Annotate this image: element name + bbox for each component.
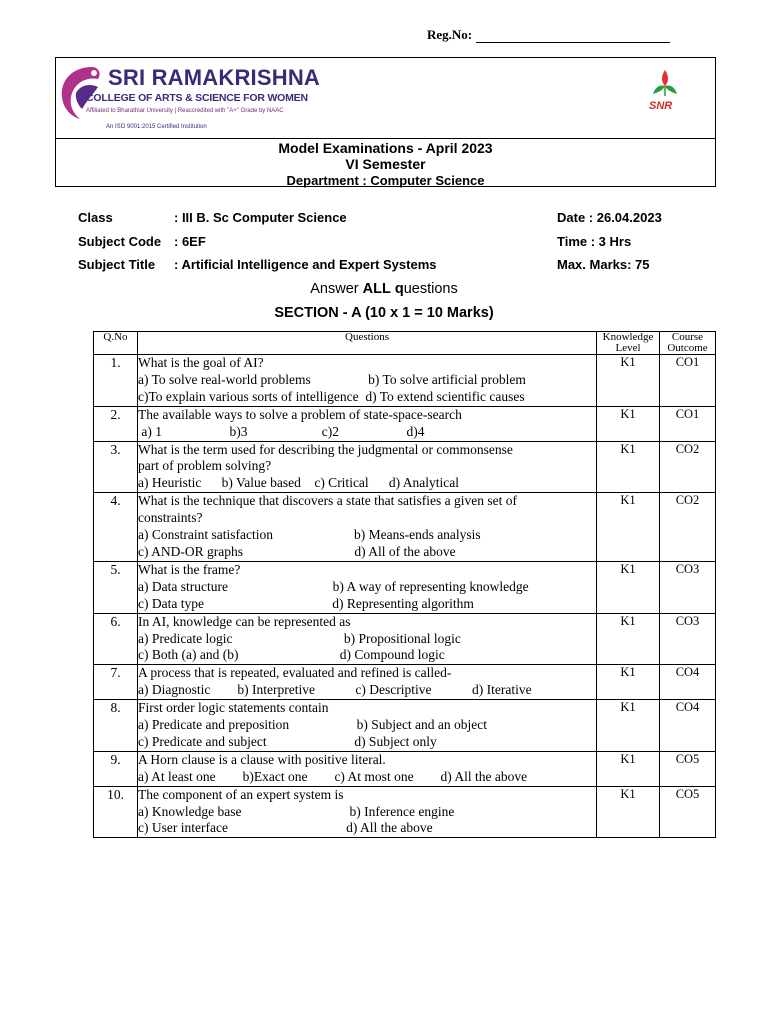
- header-knowledge-level: [597, 332, 660, 355]
- table-row: [94, 441, 716, 493]
- header-qno: Q.No: [94, 332, 138, 355]
- question-stem: The available ways to solve a problem of state-space-search: [138, 406, 462, 422]
- question-stem: What is the technique that discovers a state that satisfies a given set of: [138, 493, 518, 509]
- question-stem: What is the goal of AI?: [138, 355, 264, 370]
- question-line: c)To explain various sorts of intelligence d) To extend scientific causes: [138, 388, 525, 404]
- instructions-bold: ALL: [362, 281, 391, 297]
- table-row: [94, 786, 716, 838]
- knowledge-level: K1: [597, 441, 660, 493]
- question-number: 3.: [94, 441, 138, 493]
- instructions-suffix: uestions: [403, 281, 458, 297]
- question-text: [138, 561, 597, 613]
- question-stem: What is the frame?: [138, 561, 241, 577]
- reg-no-blank-line: [476, 31, 670, 43]
- question-number: 9.: [94, 751, 138, 786]
- table-row: [94, 751, 716, 786]
- course-outcome: CO5: [660, 786, 716, 838]
- course-outcome: CO5: [660, 751, 716, 786]
- subject-code-value: : 6EF: [174, 234, 206, 249]
- course-outcome: CO4: [660, 665, 716, 700]
- knowledge-level: K1: [597, 613, 660, 665]
- question-line: a) Heuristic b) Value based c) Critical d) Analytical: [138, 475, 460, 491]
- question-number: 6.: [94, 613, 138, 665]
- course-outcome: CO3: [660, 561, 716, 613]
- question-number: 1.: [94, 355, 138, 407]
- question-number: 5.: [94, 561, 138, 613]
- question-number: 10.: [94, 786, 138, 838]
- college-header: [55, 57, 716, 187]
- table-row: [94, 700, 716, 752]
- question-text: [138, 493, 597, 562]
- question-number: 8.: [94, 700, 138, 752]
- question-line: constraints?: [138, 510, 203, 526]
- question-stem: A Horn clause is a clause with positive literal.: [138, 751, 386, 767]
- course-outcome: CO1: [660, 406, 716, 441]
- question-line: a) To solve real-world problems b) To solve artificial problem: [138, 371, 526, 387]
- question-text: [138, 355, 597, 407]
- knowledge-level: K1: [597, 561, 660, 613]
- question-line: c) Predicate and subject d) Subject only: [138, 733, 437, 749]
- course-outcome: CO3: [660, 613, 716, 665]
- instructions-prefix: Answer: [310, 281, 363, 297]
- subject-title-value: : Artificial Intelligence and Expert Systems: [174, 257, 437, 272]
- question-line: a) Knowledge base b) Inference engine: [138, 803, 455, 819]
- question-line: a) Diagnostic b) Interpretive c) Descriptive d) Iterative: [138, 682, 532, 698]
- college-name: SRI RAMAKRISHNA: [108, 65, 320, 90]
- class-value: : III B. Sc Computer Science: [174, 210, 347, 225]
- question-number: 2.: [94, 406, 138, 441]
- question-line: a) Data structure b) A way of representing knowledge: [138, 578, 529, 594]
- table-row: [94, 613, 716, 665]
- question-line: a) 1 b)3 c)2 d)4: [138, 423, 425, 439]
- exam-semester: VI Semester: [345, 156, 426, 172]
- question-text: [138, 441, 597, 493]
- question-line: a) Predicate logic b) Propositional logic: [138, 630, 461, 646]
- question-text: [138, 751, 597, 786]
- header-knowledge-level-line1: Knowledge: [602, 331, 654, 343]
- question-text: [138, 665, 597, 700]
- instructions-bold-q: q: [394, 281, 404, 297]
- question-stem: A process that is repeated, evaluated and refined is called-: [138, 665, 452, 681]
- max-marks: Max. Marks: 75: [557, 257, 650, 272]
- question-number: 4.: [94, 493, 138, 562]
- class-label: Class: [78, 210, 113, 225]
- question-line: a) Constraint satisfaction b) Means-ends analysis: [138, 527, 481, 543]
- reg-no: [427, 27, 670, 43]
- college-logo: [58, 61, 328, 135]
- question-stem: The component of an expert system is: [138, 786, 344, 802]
- header-divider: [56, 138, 715, 139]
- question-line: c) Both (a) and (b) d) Compound logic: [138, 647, 445, 663]
- knowledge-level: K1: [597, 493, 660, 562]
- header-course-outcome: [660, 332, 716, 355]
- questions-body: [94, 355, 716, 838]
- table-row: [94, 355, 716, 407]
- instructions: [0, 281, 768, 297]
- knowledge-level: K1: [597, 665, 660, 700]
- table-row: [94, 665, 716, 700]
- question-text: [138, 406, 597, 441]
- header-course-outcome-line1: Course: [671, 331, 704, 343]
- section-title: SECTION - A (10 x 1 = 10 Marks): [274, 305, 494, 321]
- question-stem: What is the term used for describing the judgmental or commonsense: [138, 441, 513, 457]
- exam-date: Date : 26.04.2023: [557, 210, 662, 225]
- header-questions: Questions: [138, 332, 597, 355]
- exam-title: Model Examinations - April 2023: [278, 140, 493, 156]
- question-text: [138, 786, 597, 838]
- header-top: [56, 58, 715, 138]
- course-outcome: CO2: [660, 493, 716, 562]
- question-number: 7.: [94, 665, 138, 700]
- question-line: c) User interface d) All the above: [138, 820, 433, 836]
- exam-department: Department : Computer Science: [286, 173, 485, 188]
- header-knowledge-level-line2: Level: [615, 342, 641, 354]
- exam-time: Time : 3 Hrs: [557, 234, 632, 249]
- knowledge-level: K1: [597, 700, 660, 752]
- college-affiliation: Affiliated to Bharathiar University | Reaccredited with "A+" Grade by NAAC: [86, 108, 284, 114]
- question-line: c) Data type d) Representing algorithm: [138, 595, 474, 611]
- knowledge-level: K1: [597, 355, 660, 407]
- knowledge-level: K1: [597, 786, 660, 838]
- snr-text: SNR: [649, 100, 673, 112]
- knowledge-level: K1: [597, 406, 660, 441]
- question-line: c) AND-OR graphs d) All of the above: [138, 543, 456, 559]
- question-line: a) Predicate and preposition b) Subject and an object: [138, 717, 488, 733]
- header-course-outcome-line2: Outcome: [667, 342, 708, 354]
- subject-code-label: Subject Code: [78, 234, 162, 249]
- table-row: [94, 561, 716, 613]
- reg-no-label: Reg.No:: [427, 27, 473, 42]
- college-subtitle: COLLEGE OF ARTS & SCIENCE FOR WOMEN: [86, 92, 308, 104]
- knowledge-level: K1: [597, 751, 660, 786]
- table-row: [94, 493, 716, 562]
- question-stem: In AI, knowledge can be represented as: [138, 613, 351, 629]
- course-outcome: CO1: [660, 355, 716, 407]
- question-text: [138, 613, 597, 665]
- question-line: a) At least one b)Exact one c) At most one d) All the above: [138, 768, 528, 784]
- table-row: [94, 406, 716, 441]
- course-outcome: CO4: [660, 700, 716, 752]
- question-text: [138, 700, 597, 752]
- course-outcome: CO2: [660, 441, 716, 493]
- snr-emblem: [645, 66, 685, 116]
- table-header-row: [94, 332, 716, 355]
- question-stem: First order logic statements contain: [138, 700, 329, 716]
- college-iso: An ISO 9001:2015 Certified Institution: [106, 124, 207, 130]
- questions-table: [93, 331, 716, 838]
- snr-flame-icon: [645, 66, 685, 102]
- subject-title-label: Subject Title: [78, 257, 156, 272]
- question-line: part of problem solving?: [138, 458, 272, 474]
